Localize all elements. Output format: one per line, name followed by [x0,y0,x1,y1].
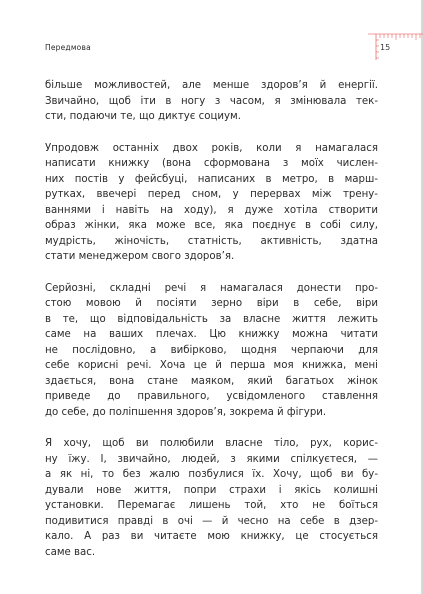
text-line: до себе, до поліпшення здоров’я, зокрема й фігури. [45,406,327,418]
text-line: а як ні, то без жалю позбулися їх. Хочу, щоб ви бу- [45,469,378,480]
paragraph-1 [45,78,378,125]
paragraph-4 [45,436,378,560]
paragraph-2 [45,141,378,265]
text-line: здається, вона стане маяком, який багатьох жінок [45,375,378,387]
paragraph-3 [45,281,378,421]
text-line: ну їжу. І, звичайно, людей, з якими спілкуєтеся, — [45,453,378,465]
text-line: установки. Перемагає лишень той, хто не боїться [45,500,378,511]
text-line: Звичайно, щоб іти в ногу з часом, я змінювала тек- [45,95,378,107]
text-line: не послідовно, а вибірково, щодня черпаючи для [45,344,378,356]
text-line: рутках, ввечері перед сном, у перервах між трену- [45,189,378,200]
text-line: стати менеджером свого здоров’я. [45,251,235,262]
text-line: дували нове життя, попри страхи і якісь колишні [45,484,378,496]
text-line: приведе до правильного, усвідомленого ставлення [45,391,378,402]
text-line: Упродовж останніх двох років, коли я намагалася [45,142,378,154]
ruler-ornament [368,30,423,64]
text-line: Серйозні, складні речі я намагалася донести про- [45,282,378,294]
text-line: ваннями і навіть на ходу), я дуже хотіла створити [45,204,378,216]
text-line: саме на ваших плечах. Цю книжку можна читати [45,329,378,340]
text-line: кало. А раз ви читаєте мою книжку, це стосується [45,531,378,542]
text-line: більше можливостей, але менше здоров’я й енергії. [45,80,378,91]
text-line: образ жінки, яка може все, яка поєднує в собі силу, [45,220,378,231]
page-number: 15 [380,43,391,52]
running-header-title: Передмова [45,43,91,52]
text-line: них постів у фейсбуці, написаних в метро, в марш- [45,173,378,185]
text-line: саме вас. [45,546,96,558]
text-line: написати книжку (вона сформована з моїх числен- [45,158,378,169]
text-line: в те, що відповідальність за власне життя лежить [45,313,378,325]
text-line: мудрість, жіночість, статність, активність, здатна [45,235,378,247]
text-line: себе корисні речі. Хоча це й перша моя книжка, мені [45,360,378,371]
text-line: сти, подаючи те, що диктує социум. [45,111,241,122]
body-text [45,78,378,576]
text-line: подивитися правді в очі — й чесно на себе в дзер- [45,515,378,527]
text-line: стою мовою й посіяти зерно віри в себе, віри [45,298,378,309]
text-line: Я хочу, щоб ви полюбили власне тіло, рух, корис- [45,438,378,449]
